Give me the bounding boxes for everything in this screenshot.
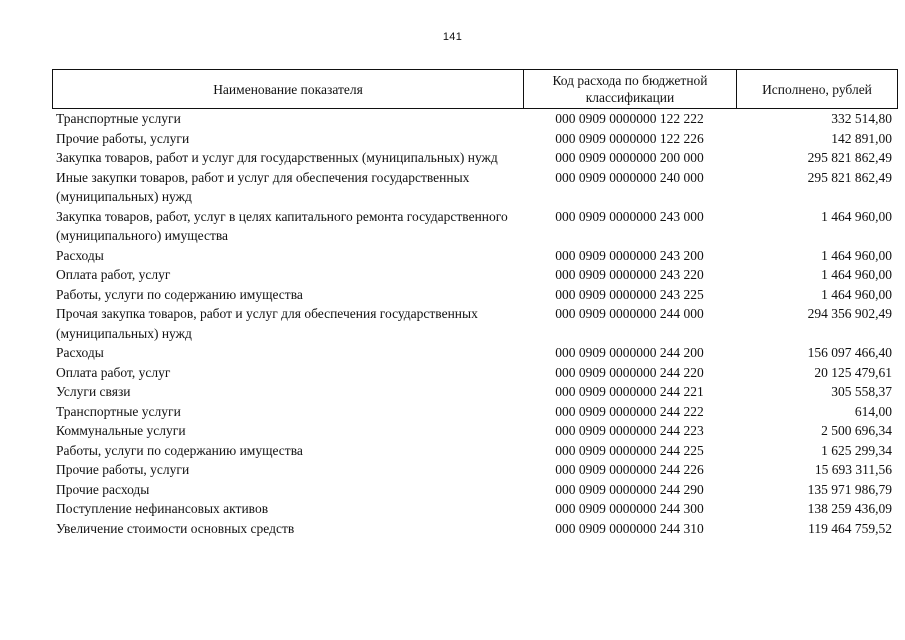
budget-code-cell: 000 0909 0000000 243 220 (555, 267, 704, 282)
table-row (52, 402, 898, 422)
budget-code-cell: 000 0909 0000000 244 290 (555, 481, 704, 497)
indicator-name-cell: Оплата работ, услуг (56, 364, 171, 380)
executed-amount-cell: 614,00 (854, 403, 892, 419)
indicator-name-cell: Прочие работы, услуги (56, 130, 190, 146)
budget-code-cell: 000 0909 0000000 244 000 (555, 306, 704, 321)
indicator-name-cell: Транспортные услуги (56, 403, 181, 419)
table-row (52, 480, 898, 500)
budget-code-cell: 000 0909 0000000 240 000 (555, 169, 704, 185)
indicator-name-cell: Иные закупки товаров, работ и услуг для обеспечения государственных (муниципальных) нужд (56, 169, 470, 204)
column-header-name: Наименование показателя (53, 70, 524, 108)
executed-amount-cell: 20 125 479,61 (814, 364, 892, 380)
table-row (52, 382, 898, 402)
table-row (52, 304, 898, 343)
indicator-name-cell: Расходы (56, 247, 104, 263)
budget-code-cell: 000 0909 0000000 122 226 (555, 130, 704, 146)
table-body (52, 109, 898, 538)
table-row (52, 363, 898, 383)
indicator-name-cell: Коммунальные услуги (56, 423, 186, 438)
indicator-name-cell: Услуги связи (56, 384, 131, 399)
budget-code-cell: 000 0909 0000000 122 222 (555, 111, 704, 126)
table-row (52, 285, 898, 305)
budget-code-cell: 000 0909 0000000 244 221 (555, 384, 704, 399)
indicator-name-cell: Поступление нефинансовых активов (56, 501, 269, 516)
table-header (52, 69, 898, 109)
executed-amount-cell: 142 891,00 (831, 130, 892, 146)
indicator-name-cell: Закупка товаров, работ, услуг в целях капитального ремонта государственного (муниципального) имущества (56, 208, 508, 243)
executed-amount-cell: 119 464 759,52 (808, 520, 892, 536)
table-row (52, 265, 898, 285)
budget-code-cell: 000 0909 0000000 244 300 (555, 501, 704, 516)
indicator-name-cell: Транспортные услуги (56, 111, 181, 126)
executed-amount-cell: 138 259 436,09 (807, 501, 892, 516)
budget-code-cell: 000 0909 0000000 244 310 (555, 520, 704, 536)
indicator-name-cell: Оплата работ, услуг (56, 267, 171, 282)
table-row (52, 519, 898, 539)
executed-amount-cell: 295 821 862,49 (807, 169, 892, 185)
table-row (52, 109, 898, 129)
executed-amount-cell: 294 356 902,49 (807, 306, 892, 321)
table-row (52, 421, 898, 441)
table-row (52, 246, 898, 266)
indicator-name-cell: Прочие расходы (56, 481, 150, 497)
budget-code-cell: 000 0909 0000000 244 225 (555, 442, 704, 458)
indicator-name-cell: Прочие работы, услуги (56, 462, 190, 477)
executed-amount-cell: 1 625 299,34 (821, 442, 892, 458)
page-number: 141 (442, 31, 463, 43)
executed-amount-cell: 1 464 960,00 (821, 208, 892, 224)
budget-code-cell: 000 0909 0000000 244 200 (555, 345, 704, 360)
budget-code-cell: 000 0909 0000000 200 000 (555, 150, 704, 165)
budget-code-cell: 000 0909 0000000 243 225 (555, 286, 704, 302)
budget-code-cell: 000 0909 0000000 244 226 (555, 462, 704, 477)
executed-amount-cell: 295 821 862,49 (807, 150, 892, 165)
executed-amount-cell: 2 500 696,34 (821, 423, 892, 438)
column-header-executed: Исполнено, рублей (762, 81, 872, 97)
indicator-name-cell: Работы, услуги по содержанию имущества (56, 286, 303, 302)
indicator-name-cell: Работы, услуги по содержанию имущества (56, 442, 303, 458)
budget-code-cell: 000 0909 0000000 244 223 (555, 423, 704, 438)
table-row (52, 441, 898, 461)
indicator-name-cell: Расходы (56, 345, 104, 360)
budget-code-cell: 000 0909 0000000 243 000 (555, 208, 704, 224)
indicator-name-cell: Увеличение стоимости основных средств (56, 520, 295, 536)
table-row (52, 168, 898, 207)
executed-amount-cell: 1 464 960,00 (821, 267, 892, 282)
executed-amount-cell: 1 464 960,00 (821, 286, 892, 302)
indicator-name-cell: Прочая закупка товаров, работ и услуг для обеспечения государственных (муниципальных) нужд (56, 306, 478, 341)
executed-amount-cell: 332 514,80 (831, 111, 892, 126)
executed-amount-cell: 305 558,37 (831, 384, 892, 399)
executed-amount-cell: 156 097 466,40 (807, 345, 892, 360)
budget-code-cell: 000 0909 0000000 243 200 (555, 247, 704, 263)
table-row (52, 343, 898, 363)
budget-code-cell: 000 0909 0000000 244 220 (555, 364, 704, 380)
table-row (52, 499, 898, 519)
budget-code-cell: 000 0909 0000000 244 222 (555, 403, 704, 419)
table-row (52, 460, 898, 480)
table-row (52, 207, 898, 246)
executed-amount-cell: 15 693 311,56 (814, 462, 892, 477)
executed-amount-cell: 1 464 960,00 (821, 247, 892, 263)
indicator-name-cell: Закупка товаров, работ и услуг для государственных (муниципальных) нужд (56, 150, 498, 165)
table-row (52, 148, 898, 168)
column-header-code: Код расхода по бюджетной классификации (524, 70, 737, 108)
executed-amount-cell: 135 971 986,79 (807, 481, 892, 497)
table-row (52, 129, 898, 149)
